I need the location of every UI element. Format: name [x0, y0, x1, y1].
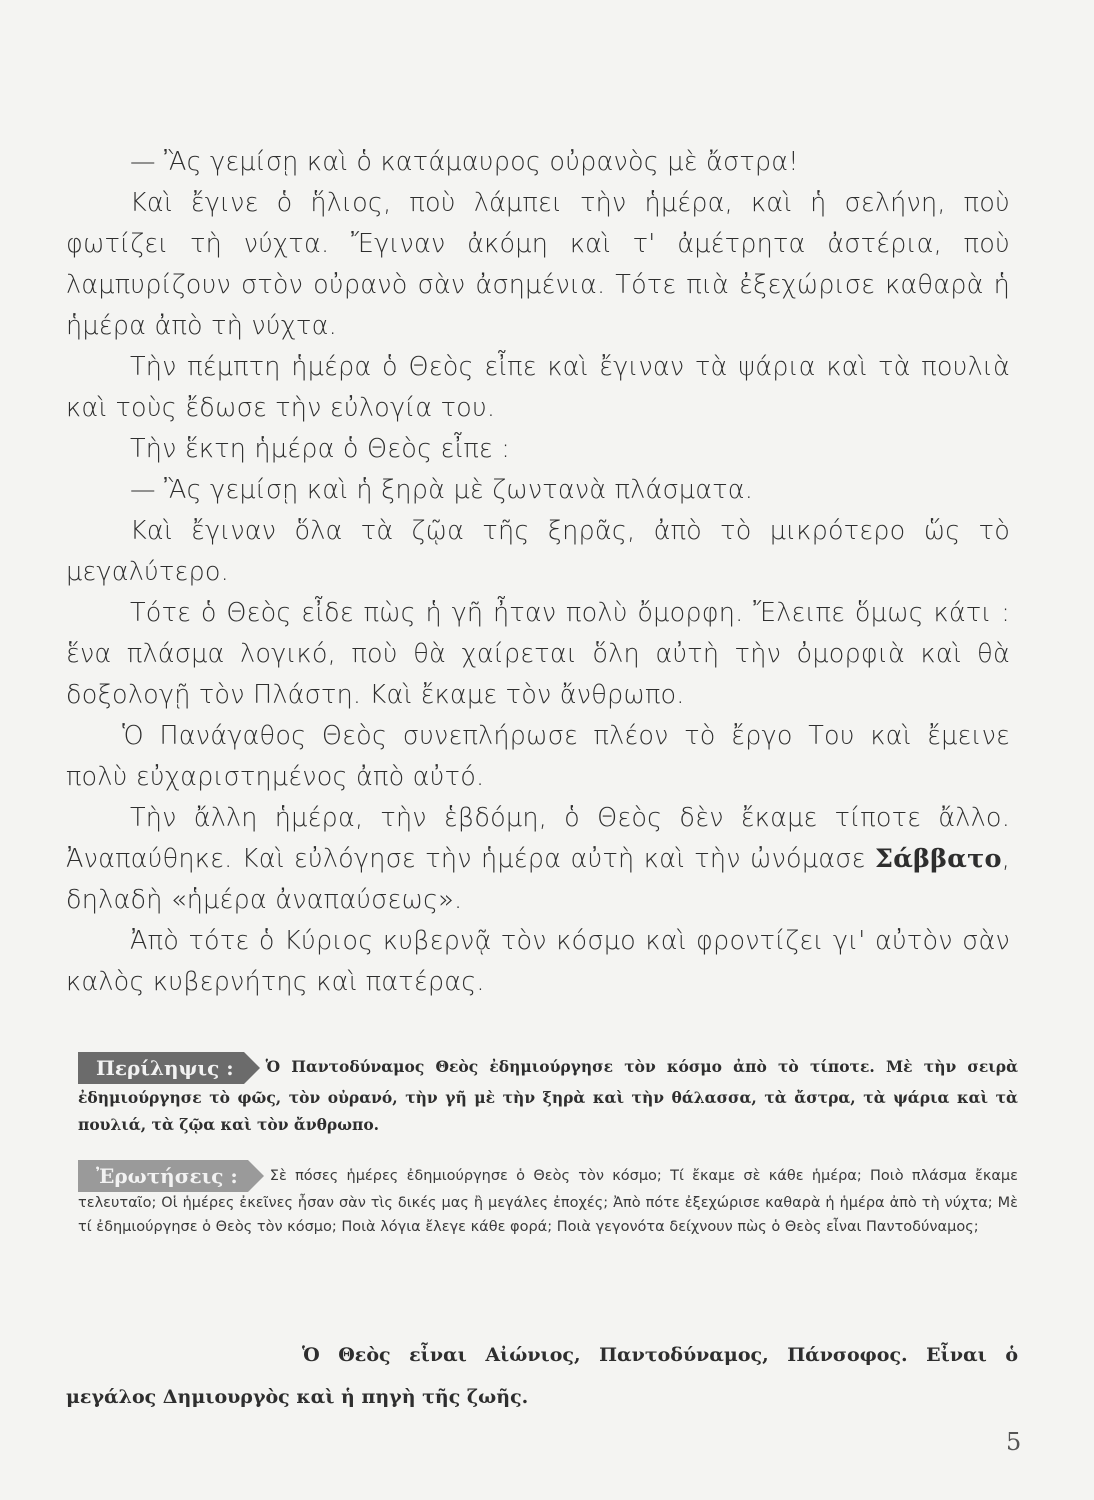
paragraph: — Ἂς γεμίσῃ καὶ ὁ κατάμαυρος οὐρανὸς μὲ ἄστρα! — [130, 147, 799, 177]
closing-statement — [66, 1334, 1018, 1418]
paragraph: Τὴν ἕκτη ἡμέρα ὁ Θεὸς εἶπε : — [130, 434, 510, 464]
paragraph: Ὁ Πανάγαθος Θεὸς συνεπλήρωσε πλέον τὸ ἔργο Του καὶ ἔμεινε πολὺ εὐχαριστημένος ἀπὸ αὐτό. — [66, 721, 1010, 792]
paragraph: Ἀπὸ τότε ὁ Κύριος κυβερνᾷ τὸν κόσμο καὶ φροντίζει γι' αὐτὸν σὰν καλὸς κυβερνήτης καὶ πατέρας. — [66, 926, 1010, 997]
paragraph: Τότε ὁ Θεὸς εἶδε πὼς ἡ γῆ ἦταν πολὺ ὄμορφη. Ἔλειπε ὅμως κάτι : ἕνα πλάσμα λογικό, ποὺ θὰ χαίρεται ὅλη αὐτὴ τὴν ὀμορφιὰ καὶ θὰ δοξολογῇ τὸν Πλάστη. Καὶ ἔκαμε τὸν ἄνθρωπο. — [66, 598, 1010, 710]
paragraph — [66, 798, 1010, 921]
paragraph-text: , δηλαδὴ «ἡμέρα ἀναπαύσεως». — [66, 844, 1010, 915]
paragraph: Καὶ ἔγινε ὁ ἥλιος, ποὺ λάμπει τὴν ἡμέρα, καὶ ἡ σελήνη, ποὺ φωτίζει τὴ νύχτα. Ἔγιναν ἀκόμη καὶ τ' ἀμέτρητα ἀστέρια, ποὺ λαμπυρίζουν στὸν οὐρανὸ σὰν ἀσημένια. Τότε πιὰ ἐξεχώρισε καθαρὰ ἡ ἡμέρα ἀπὸ τὴ νύχτα. — [66, 188, 1010, 341]
paragraph: Καὶ ἔγιναν ὅλα τὰ ζῷα τῆς ξηρᾶς, ἀπὸ τὸ μικρότερο ὥς τὸ μεγαλύτερο. — [66, 516, 1010, 587]
summary-text: Ὁ Παντοδύναμος Θεὸς ἐδημιούργησε τὸν κόσμο ἀπὸ τὸ τίποτε. Μὲ τὴν σειρὰ ἐδημιούργησε τὸ φῶς, τὸν οὐρανό, τὴν γῆ μὲ τὴν ξηρὰ καὶ τὴν θάλασσα, τὰ ἄστρα, τὰ ψάρια καὶ τὰ πουλιά, τὰ ζῷα καὶ τὸν ἄνθρωπο. — [78, 1057, 1018, 1134]
questions-label: Ἐρωτήσεις : — [78, 1160, 248, 1192]
paragraph: Τὴν πέμπτη ἡμέρα ὁ Θεὸς εἶπε καὶ ἔγιναν τὰ ψάρια καὶ τὰ πουλιὰ καὶ τοὺς ἔδωσε τὴν εὐλογία του. — [66, 352, 1010, 423]
paragraph: — Ἂς γεμίσῃ καὶ ἡ ξηρὰ μὲ ζωντανὰ πλάσματα. — [130, 475, 754, 505]
questions-block — [78, 1160, 1018, 1239]
summary-label: Περίληψις : — [78, 1052, 244, 1084]
summary-block — [78, 1052, 1018, 1138]
closing-text: Ὁ Θεὸς εἶναι Αἰώνιος, Παντοδύναμος, Πάνσοφος. Εἶναι ὁ μεγάλος Δημιουργὸς καὶ ἡ πηγὴ τῆς ζωῆς. — [66, 1344, 1018, 1408]
main-text — [66, 142, 1010, 1003]
paragraph-text: Τὴν ἄλλη ἡμέρα, τὴν ἑβδόμη, ὁ Θεὸς δὲν ἔκαμε τίποτε ἄλλο. Ἀναπαύθηκε. Καὶ εὐλόγησε τὴν ἡμέρα αὐτὴ καὶ τὴν ὠνόμασε — [66, 803, 1010, 874]
questions-text: Σὲ πόσες ἡμέρες ἐδημιούργησε ὁ Θεὸς τὸν κόσμο; Τί ἔκαμε σὲ κάθε ἡμέρα; Ποιὸ πλάσμα ἔκαμε τελευταῖο; Οἱ ἡμέρες ἐκεῖνες ἦσαν σὰν τὶς δικές μας ἢ μεγάλες ἐποχές; Ἀπὸ πότε ἐξεχώρισε καθαρὰ ἡ ἡμέρα ἀπὸ τὴ νύχτα; Μὲ τί ἐδημιούργησε ὁ Θεὸς τὸν κόσμο; Ποιὰ λόγια ἔλεγε κάθε φορά; Ποιὰ γεγονότα δείχνουν πὼς ὁ Θεὸς εἶναι Παντοδύναμος; — [78, 1168, 1018, 1235]
page-number: 5 — [1006, 1428, 1022, 1456]
sabbath-word: Σάββατο — [874, 844, 1002, 874]
